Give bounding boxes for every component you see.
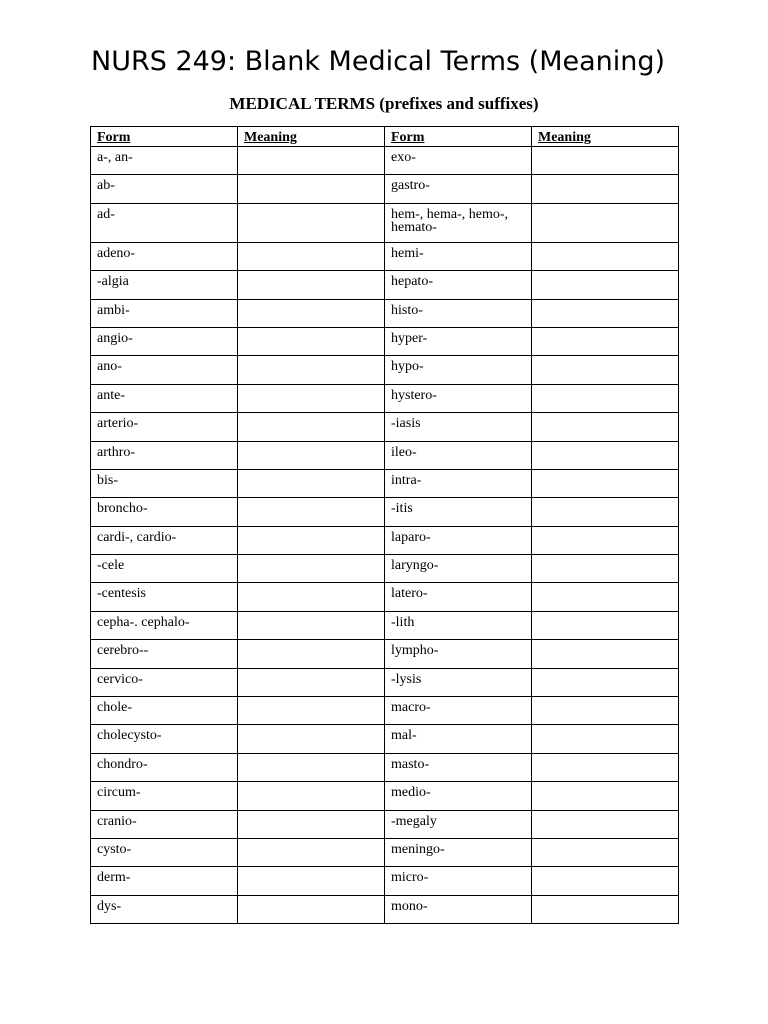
meaning-cell-left[interactable] <box>238 583 385 611</box>
form-cell-left: cervico- <box>91 668 238 696</box>
meaning-cell-left[interactable] <box>238 469 385 497</box>
table-row <box>91 782 679 810</box>
table-row <box>91 356 679 384</box>
meaning-cell-left[interactable] <box>238 753 385 781</box>
table-row <box>91 498 679 526</box>
table-row <box>91 327 679 355</box>
meaning-cell-right[interactable] <box>532 611 679 639</box>
table-row <box>91 555 679 583</box>
meaning-cell-left[interactable] <box>238 441 385 469</box>
meaning-cell-right[interactable] <box>532 782 679 810</box>
form-cell-left: cerebro-- <box>91 640 238 668</box>
meaning-cell-right[interactable] <box>532 271 679 299</box>
form-cell-left: broncho- <box>91 498 238 526</box>
table-row <box>91 810 679 838</box>
meaning-cell-right[interactable] <box>532 299 679 327</box>
form-cell-left: derm- <box>91 867 238 895</box>
table-row <box>91 668 679 696</box>
table-row <box>91 583 679 611</box>
meaning-cell-right[interactable] <box>532 640 679 668</box>
meaning-cell-left[interactable] <box>238 782 385 810</box>
meaning-cell-left[interactable] <box>238 526 385 554</box>
meaning-cell-right[interactable] <box>532 498 679 526</box>
meaning-cell-right[interactable] <box>532 356 679 384</box>
meaning-cell-left[interactable] <box>238 356 385 384</box>
meaning-cell-left[interactable] <box>238 242 385 270</box>
form-cell-left: adeno- <box>91 242 238 270</box>
form-cell-left: cysto- <box>91 838 238 866</box>
form-cell-left: arthro- <box>91 441 238 469</box>
form-cell-right: mal- <box>385 725 532 753</box>
meaning-cell-left[interactable] <box>238 640 385 668</box>
form-cell-left: circum- <box>91 782 238 810</box>
header-form-left: Form <box>91 127 238 147</box>
meaning-cell-left[interactable] <box>238 498 385 526</box>
form-cell-right: mono- <box>385 895 532 923</box>
form-cell-right: laryngo- <box>385 555 532 583</box>
form-cell-right: exo- <box>385 147 532 175</box>
meaning-cell-right[interactable] <box>532 203 679 242</box>
form-cell-left: -cele <box>91 555 238 583</box>
form-cell-right: hem-, hema-, hemo-, hemato- <box>385 203 532 242</box>
meaning-cell-right[interactable] <box>532 526 679 554</box>
form-cell-right: lympho- <box>385 640 532 668</box>
form-cell-left: dys- <box>91 895 238 923</box>
form-cell-left: chondro- <box>91 753 238 781</box>
table-row <box>91 611 679 639</box>
table-row <box>91 203 679 242</box>
form-cell-right: hepato- <box>385 271 532 299</box>
form-cell-left: -algia <box>91 271 238 299</box>
table-row <box>91 469 679 497</box>
form-cell-right: -lith <box>385 611 532 639</box>
header-row <box>91 127 679 147</box>
form-cell-right: ileo- <box>385 441 532 469</box>
form-cell-left: angio- <box>91 327 238 355</box>
form-cell-right: masto- <box>385 753 532 781</box>
meaning-cell-left[interactable] <box>238 810 385 838</box>
form-cell-left: ab- <box>91 175 238 203</box>
table-row <box>91 838 679 866</box>
meaning-cell-right[interactable] <box>532 441 679 469</box>
meaning-cell-right[interactable] <box>532 384 679 412</box>
meaning-cell-left[interactable] <box>238 203 385 242</box>
meaning-cell-right[interactable] <box>532 555 679 583</box>
form-cell-right: meningo- <box>385 838 532 866</box>
form-cell-right: -iasis <box>385 413 532 441</box>
form-cell-left: cepha-. cephalo- <box>91 611 238 639</box>
form-cell-left: ad- <box>91 203 238 242</box>
table-row <box>91 413 679 441</box>
form-cell-right: macro- <box>385 697 532 725</box>
meaning-cell-right[interactable] <box>532 838 679 866</box>
form-cell-left: ambi- <box>91 299 238 327</box>
meaning-cell-right[interactable] <box>532 895 679 923</box>
table-row <box>91 384 679 412</box>
meaning-cell-right[interactable] <box>532 867 679 895</box>
form-cell-right: -megaly <box>385 810 532 838</box>
meaning-cell-right[interactable] <box>532 583 679 611</box>
meaning-cell-left[interactable] <box>238 271 385 299</box>
form-cell-left: a-, an- <box>91 147 238 175</box>
table-row <box>91 640 679 668</box>
table-row <box>91 147 679 175</box>
section-title: MEDICAL TERMS (prefixes and suffixes) <box>229 94 539 113</box>
table-row <box>91 753 679 781</box>
form-cell-left: ano- <box>91 356 238 384</box>
form-cell-left: arterio- <box>91 413 238 441</box>
form-cell-left: cranio- <box>91 810 238 838</box>
form-cell-left: cholecysto- <box>91 725 238 753</box>
form-cell-right: -lysis <box>385 668 532 696</box>
table-row <box>91 299 679 327</box>
form-cell-right: medio- <box>385 782 532 810</box>
header-meaning-left: Meaning <box>238 127 385 147</box>
meaning-cell-left[interactable] <box>238 895 385 923</box>
meaning-cell-left[interactable] <box>238 175 385 203</box>
table-row <box>91 867 679 895</box>
form-cell-left: -centesis <box>91 583 238 611</box>
table-row <box>91 895 679 923</box>
meaning-cell-left[interactable] <box>238 384 385 412</box>
terms-body <box>91 147 679 924</box>
meaning-cell-right[interactable] <box>532 147 679 175</box>
meaning-cell-right[interactable] <box>532 413 679 441</box>
form-cell-left: chole- <box>91 697 238 725</box>
form-cell-left: ante- <box>91 384 238 412</box>
form-cell-right: hypo- <box>385 356 532 384</box>
form-cell-right: latero- <box>385 583 532 611</box>
table-row <box>91 242 679 270</box>
form-cell-right: intra- <box>385 469 532 497</box>
meaning-cell-left[interactable] <box>238 668 385 696</box>
meaning-cell-left[interactable] <box>238 327 385 355</box>
table-row <box>91 725 679 753</box>
meaning-cell-left[interactable] <box>238 867 385 895</box>
form-cell-right: micro- <box>385 867 532 895</box>
meaning-cell-left[interactable] <box>238 611 385 639</box>
table-row <box>91 271 679 299</box>
form-cell-right: gastro- <box>385 175 532 203</box>
meaning-cell-left[interactable] <box>238 697 385 725</box>
meaning-cell-left[interactable] <box>238 725 385 753</box>
meaning-cell-right[interactable] <box>532 242 679 270</box>
table-row <box>91 697 679 725</box>
header-meaning-right: Meaning <box>532 127 679 147</box>
form-cell-right: hyper- <box>385 327 532 355</box>
meaning-cell-right[interactable] <box>532 668 679 696</box>
form-cell-right: laparo- <box>385 526 532 554</box>
meaning-cell-right[interactable] <box>532 327 679 355</box>
form-cell-right: -itis <box>385 498 532 526</box>
form-cell-left: cardi-, cardio- <box>91 526 238 554</box>
meaning-cell-left[interactable] <box>238 838 385 866</box>
meaning-cell-left[interactable] <box>238 147 385 175</box>
form-cell-right: hemi- <box>385 242 532 270</box>
meaning-cell-right[interactable] <box>532 810 679 838</box>
meaning-cell-right[interactable] <box>532 753 679 781</box>
header-form-right: Form <box>385 127 532 147</box>
form-cell-right: hystero- <box>385 384 532 412</box>
terms-table <box>90 126 679 924</box>
meaning-cell-left[interactable] <box>238 555 385 583</box>
meaning-cell-left[interactable] <box>238 299 385 327</box>
meaning-cell-left[interactable] <box>238 413 385 441</box>
meaning-cell-right[interactable] <box>532 697 679 725</box>
table-row <box>91 526 679 554</box>
meaning-cell-right[interactable] <box>532 175 679 203</box>
form-cell-left: bis- <box>91 469 238 497</box>
page-title: NURS 249: Blank Medical Terms (Meaning) <box>91 46 666 77</box>
meaning-cell-right[interactable] <box>532 469 679 497</box>
table-row <box>91 175 679 203</box>
form-cell-right: histo- <box>385 299 532 327</box>
table-row <box>91 441 679 469</box>
meaning-cell-right[interactable] <box>532 725 679 753</box>
